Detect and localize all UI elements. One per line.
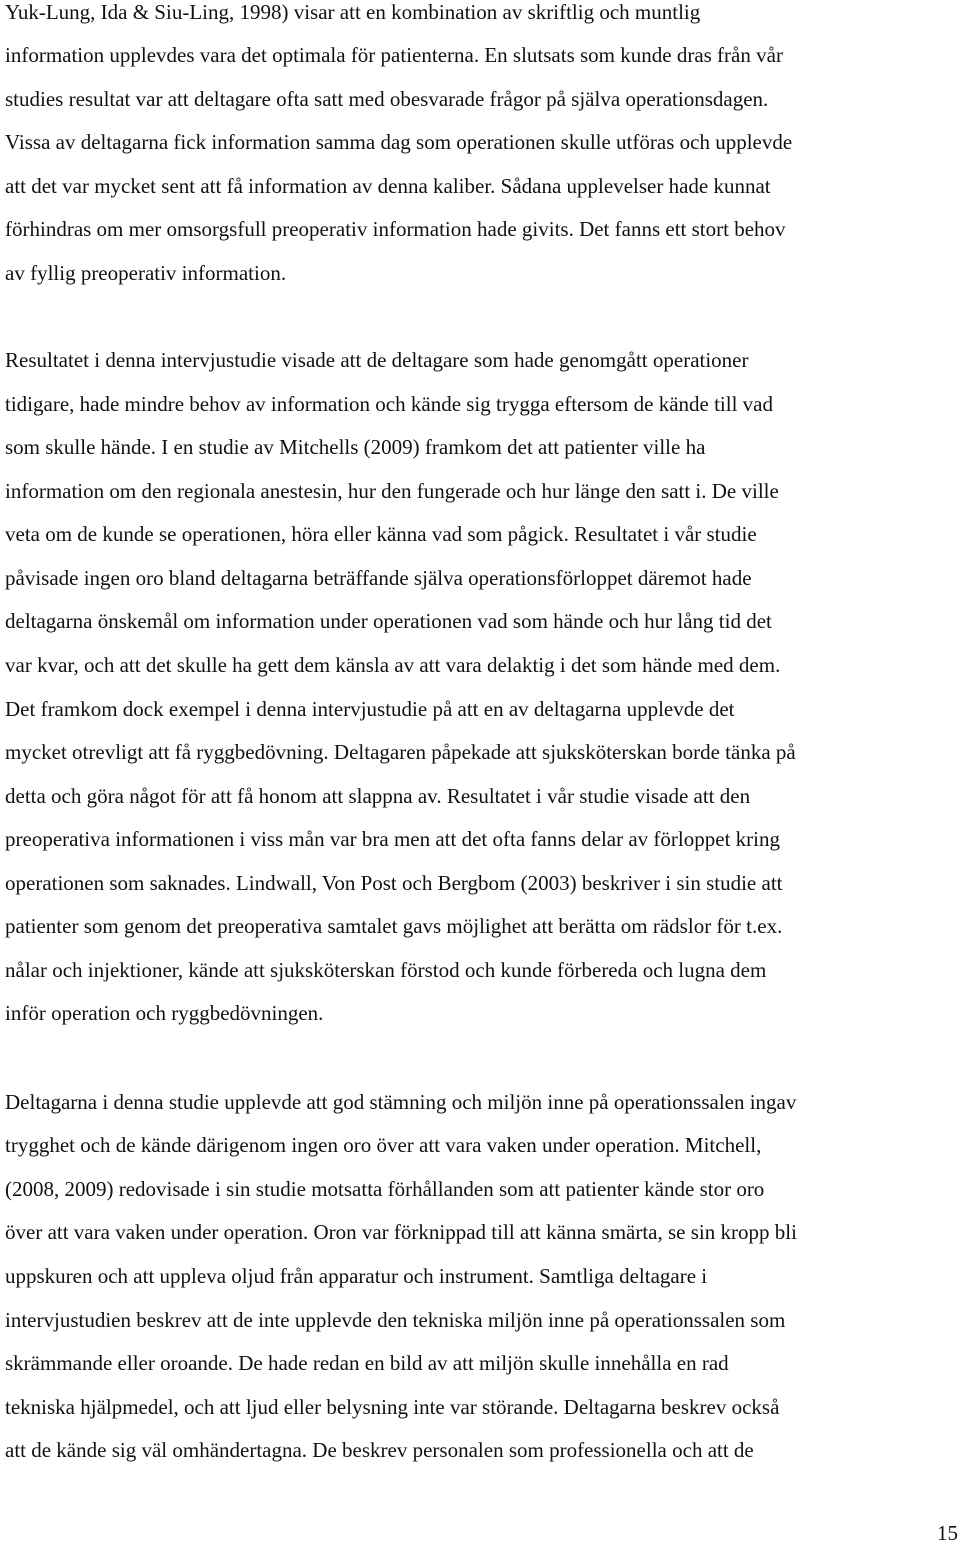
text-line: påvisade ingen oro bland deltagarna beträffande själva operationsförloppet däremot hade <box>5 566 752 590</box>
text-line: Resultatet i denna intervjustudie visade att de deltagare som hade genomgått operationer <box>5 348 749 372</box>
text-line: Deltagarna i denna studie upplevde att god stämning och miljön inne på operationssalen ingav <box>5 1090 797 1114</box>
text-line: att de kände sig väl omhändertagna. De beskrev personalen som professionella och att de <box>5 1438 754 1462</box>
text-line: som skulle hände. I en studie av Mitchells (2009) framkom det att patienter ville ha <box>5 435 706 459</box>
text-line: patienter som genom det preoperativa samtalet gavs möjlighet att berätta om rädslor för t.ex. <box>5 914 783 938</box>
text-line: förhindras om mer omsorgsfull preoperativ information hade givits. Det fanns ett stort behov <box>5 217 786 241</box>
text-line: mycket otrevligt att få ryggbedövning. Deltagaren påpekade att sjuksköterskan borde tänka på <box>5 740 796 764</box>
text-line: information upplevdes vara det optimala för patienterna. En slutsats som kunde dras från vår <box>5 43 783 67</box>
text-line: detta och göra något för att få honom att slappna av. Resultatet i vår studie visade att den <box>5 784 751 808</box>
text-line: tidigare, hade mindre behov av information och kände sig trygga eftersom de kände till vad <box>5 392 774 416</box>
text-line: Yuk-Lung, Ida & Siu-Ling, 1998) visar att en kombination av skriftlig och muntlig <box>5 0 701 24</box>
text-line: intervjustudien beskrev att de inte upplevde den tekniska miljön inne på operationssalen som <box>5 1308 786 1332</box>
page-number: 15 <box>937 1521 958 1545</box>
text-line: studies resultat var att deltagare ofta satt med obesvarade frågor på själva operationsdagen. <box>5 87 769 111</box>
text-line: av fyllig preoperativ information. <box>5 261 287 285</box>
text-line: veta om de kunde se operationen, höra eller känna vad som pågick. Resultatet i vår studie <box>5 522 757 546</box>
text-line: trygghet och de kände därigenom ingen oro över att vara vaken under operation. Mitchell, <box>5 1133 762 1157</box>
text-line: preoperativa informationen i viss mån var bra men att det ofta fanns delar av förloppet kring <box>5 827 780 851</box>
text-line: deltagarna önskemål om information under operationen vad som hände och hur lång tid det <box>5 609 772 633</box>
text-line: över att vara vaken under operation. Oron var förknippad till att känna smärta, se sin kropp bli <box>5 1220 797 1244</box>
text-line: att det var mycket sent att få information av denna kaliber. Sådana upplevelser hade kunnat <box>5 174 771 198</box>
text-line: operationen som saknades. Lindwall, Von Post och Bergbom (2003) beskriver i sin studie att <box>5 871 783 895</box>
text-line: Det framkom dock exempel i denna intervjustudie på att en av deltagarna upplevde det <box>5 697 735 721</box>
text-line: inför operation och ryggbedövningen. <box>5 1001 324 1025</box>
text-line: nålar och injektioner, kände att sjuksköterskan förstod och kunde förbereda och lugna dem <box>5 958 767 982</box>
text-line: skrämmande eller oroande. De hade redan en bild av att miljön skulle innehålla en rad <box>5 1351 729 1375</box>
text-line: tekniska hjälpmedel, och att ljud eller belysning inte var störande. Deltagarna beskrev också <box>5 1395 780 1419</box>
text-line: var kvar, och att det skulle ha gett dem känsla av att vara delaktig i det som hände med dem. <box>5 653 781 677</box>
text-line: Vissa av deltagarna fick information samma dag som operationen skulle utföras och upplevde <box>5 130 793 154</box>
text-line: (2008, 2009) redovisade i sin studie motsatta förhållanden som att patienter kände stor oro <box>5 1177 765 1201</box>
text-line: uppskuren och att uppleva oljud från apparatur och instrument. Samtliga deltagare i <box>5 1264 708 1288</box>
text-line: information om den regionala anestesin, hur den fungerade och hur länge den satt i. De ville <box>5 479 779 503</box>
